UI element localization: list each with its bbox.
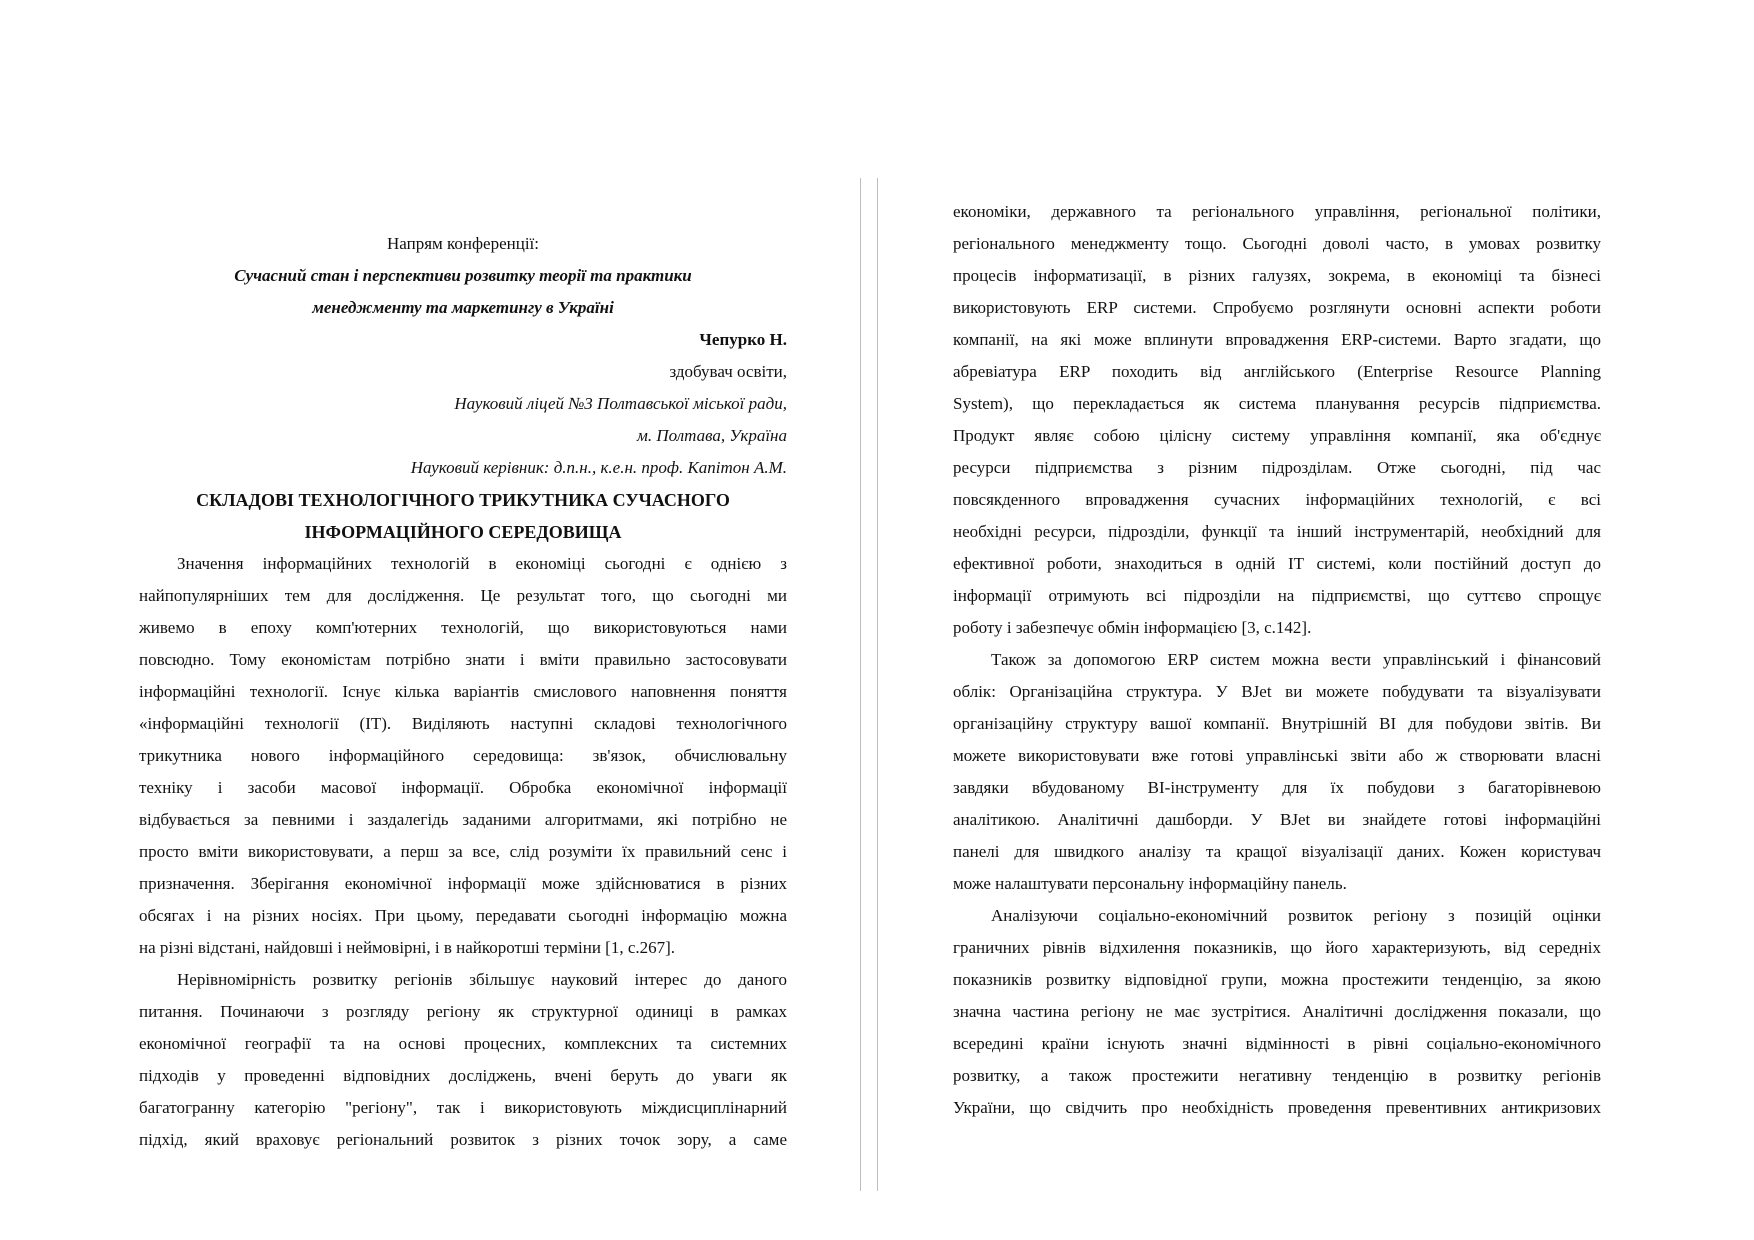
text-line: багатогранну категорію "регіону", так і використовують міждисциплінарний [139, 1098, 787, 1117]
text-line: інформаційні технології. Існує кілька варіантів смислового наповнення поняття [139, 682, 787, 701]
page-gutter-line [877, 178, 878, 1191]
author-institution: Науковий ліцей №3 Полтавської міської ради, [454, 394, 787, 413]
article-title-line: СКЛАДОВІ ТЕХНОЛОГІЧНОГО ТРИКУТНИКА СУЧАСНОГО [196, 490, 730, 510]
text-line: роботу і забезпечує обмін інформацією [3, с.142]. [953, 618, 1312, 637]
text-line: показників розвитку відповідної групи, можна простежити тенденцію, за якою [953, 970, 1601, 989]
text-line: System), що перекладається як система планування ресурсів підприємства. [953, 394, 1601, 413]
text-line: підходів у проведенні відповідних досліджень, вчені беруть до уваги як [139, 1066, 787, 1085]
author-role: здобувач освіти, [669, 362, 787, 381]
text-line: просто вміти використовувати, а перш за все, слід розуміти їх правильний сенс і [139, 842, 787, 861]
text-line: на різні відстані, найдовші і неймовірні, і в найкоротші терміни [1, с.267]. [139, 938, 676, 957]
text-line: обсягах і на різних носіях. При цьому, передавати сьогодні інформацію можна [139, 906, 787, 925]
text-line: найпопулярніших тем для дослідження. Це результат того, що сьогодні ми [139, 586, 787, 605]
text-line: необхідні ресурси, підрозділи, функції та інший інструментарій, необхідний для [953, 522, 1601, 541]
text-line: використовують ERP системи. Спробуємо розглянути основні аспекти роботи [953, 298, 1601, 317]
text-line: повсюдно. Тому економістам потрібно знати і вміти правильно застосовувати [139, 650, 787, 669]
text-line: України, що свідчить про необхідність проведення превентивних антикризових [953, 1098, 1601, 1117]
text-line: інформації отримують всі підрозділи на підприємстві, що суттєво спрощує [953, 586, 1601, 605]
text-line: трикутника нового інформаційного середовища: зв'язок, обчислювальну [139, 746, 787, 765]
text-line: можете використовувати вже готові управлінські звіти або ж створювати власні [953, 746, 1601, 765]
page-gutter-line [860, 178, 861, 1191]
text-line: організаційну структуру вашої компанії. Внутрішній BI для побудови звітів. Ви [953, 714, 1601, 733]
text-line: «інформаційні технології (ІТ). Виділяють наступні складові технологічного [139, 714, 787, 733]
author-city: м. Полтава, Україна [637, 426, 787, 445]
text-line: техніку і засоби масової інформації. Обробка економічної інформації [139, 778, 787, 797]
text-line: Продукт являє собою цілісну систему управління компанії, яка об'єднує [953, 426, 1601, 445]
supervisor-line: Науковий керівник: д.п.н., к.е.н. проф. Капітон А.М. [410, 458, 787, 477]
text-line: розвитку, а також простежити негативну тенденцію в розвитку регіонів [953, 1066, 1601, 1085]
text-line: Нерівномірність розвитку регіонів збільшує науковий інтерес до даного [177, 970, 787, 989]
text-line: живемо в епоху комп'ютерних технологій, що використовуються нами [139, 618, 787, 637]
conference-direction-title: менеджменту та маркетингу в Україні [312, 298, 614, 317]
text-line: може налаштувати персональну інформаційну панель. [953, 874, 1347, 893]
text-line: завдяки вбудованому BI-інструменту для їх побудови з багаторівневою [953, 778, 1601, 797]
text-line: Значення інформаційних технологій в економіці сьогодні є однією з [177, 554, 787, 573]
text-line: підхід, який враховує регіональний розвиток з різних точок зору, а саме [139, 1130, 787, 1149]
text-line: процесів інформатизації, в різних галузях, зокрема, в економіці та бізнесі [953, 266, 1601, 285]
text-line: ресурси підприємства з різним підрозділам. Отже сьогодні, під час [953, 458, 1601, 477]
text-line: граничних рівнів відхилення показників, що його характеризують, від середніх [953, 938, 1601, 957]
article-title-line: ІНФОРМАЦІЙНОГО СЕРЕДОВИЩА [304, 522, 622, 542]
left-page [139, 0, 787, 1240]
text-line: аналітикою. Аналітичні дашборди. У BJet ви знайдете готові інформаційні [953, 810, 1601, 829]
text-line: Також за допомогою ERP систем можна вести управлінський і фінансовий [991, 650, 1601, 669]
text-line: повсякденного впровадження сучасних інформаційних технологій, є всі [953, 490, 1601, 509]
text-line: регіонального менеджменту тощо. Сьогодні доволі часто, в умовах розвитку [953, 234, 1601, 253]
text-line: абревіатура ERP походить від англійського (Enterprise Resource Planning [953, 362, 1601, 381]
text-line: економічної географії та на основі процесних, комплексних та системних [139, 1034, 787, 1053]
conference-direction-title: Сучасний стан і перспективи розвитку теорії та практики [234, 266, 692, 285]
text-line: економіки, державного та регіонального управління, регіональної політики, [953, 202, 1601, 221]
author-name: Чепурко Н. [699, 330, 787, 349]
right-page [953, 0, 1601, 1240]
text-line: питання. Починаючи з розгляду регіону як структурної одиниці в рамках [139, 1002, 787, 1021]
text-line: відбувається за певними і заздалегідь заданими алгоритмами, які потрібно не [139, 810, 787, 829]
text-line: компанії, на які може вплинути впровадження ERP-системи. Варто згадати, що [953, 330, 1601, 349]
text-line: всередині країни існують значні відмінності в рівні соціально-економічного [953, 1034, 1601, 1053]
text-line: Аналізуючи соціально-економічний розвиток регіону з позицій оцінки [991, 906, 1601, 925]
text-line: облік: Організаційна структура. У BJet ви можете побудувати та візуалізувати [953, 682, 1601, 701]
text-line: призначення. Зберігання економічної інформації може здійснюватися в різних [139, 874, 787, 893]
text-line: ефективної роботи, знаходиться в одній IT системі, коли постійний доступ до [953, 554, 1601, 573]
text-line: панелі для швидкого аналізу та кращої візуалізації даних. Кожен користувач [953, 842, 1601, 861]
conference-direction-label: Напрям конференції: [387, 234, 539, 253]
text-line: значна частина регіону не має зустрітися. Аналітичні дослідження показали, що [953, 1002, 1601, 1021]
